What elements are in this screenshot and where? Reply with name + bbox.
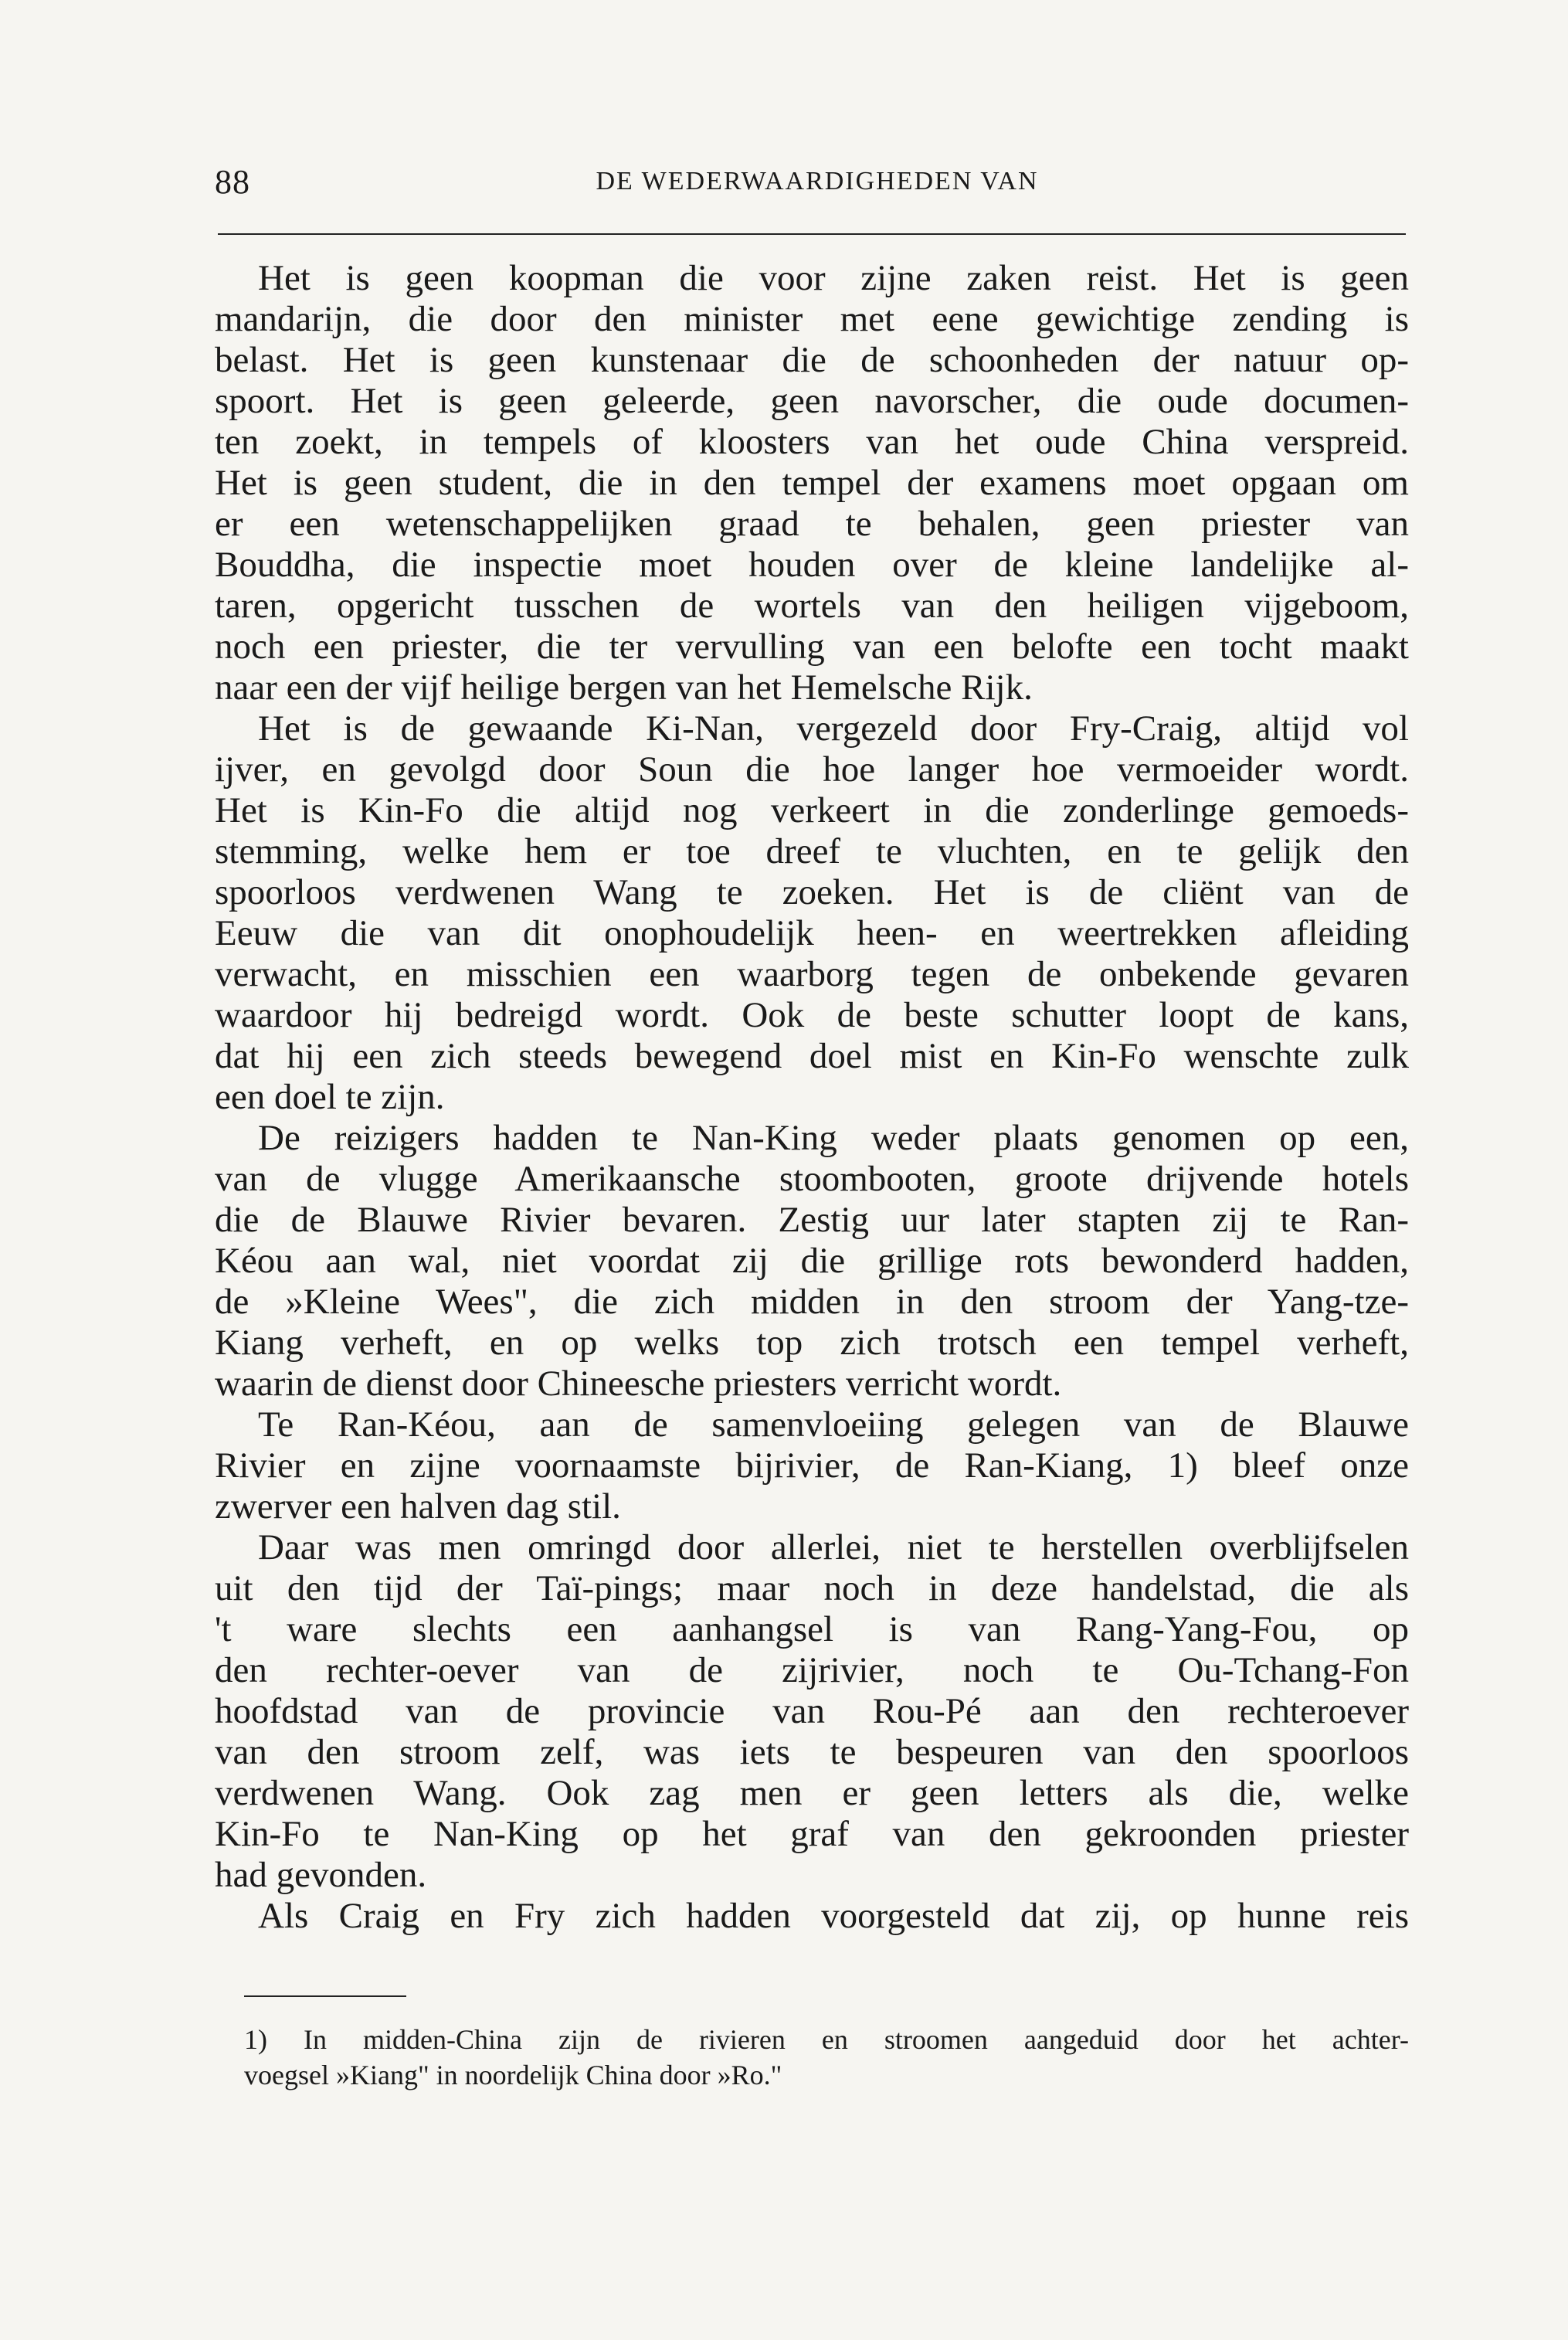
footnote (244, 2022, 1409, 2093)
text-line: Als Craig en Fry zich hadden voorgesteld dat zij, op hunne reis (258, 1896, 1409, 1936)
text-line: hoofdstad van de provincie van Rou-Pé aan den rechteroever (215, 1691, 1409, 1731)
text-line: de »Kleine Wees", die zich midden in den stroom der Yang-tze- (215, 1282, 1409, 1322)
text-line: Kéou aan wal, niet voordat zij die grillige rots bewonderd hadden, (215, 1241, 1409, 1281)
text-line: Rivier en zijne voornaamste bijrivier, de Ran-Kiang, 1) bleef onze (215, 1445, 1409, 1486)
text-line: van de vlugge Amerikaansche stoombooten, groote drijvende hotels (215, 1159, 1409, 1199)
body-text (215, 258, 1409, 1937)
text-line: Kin-Fo te Nan-King op het graf van den gekroonden priester (215, 1814, 1409, 1854)
text-line: belast. Het is geen kunstenaar die de schoonheden der natuur op- (215, 340, 1409, 380)
text-line: Het is geen student, die in den tempel der examens moet opgaan om (215, 463, 1409, 503)
text-line: verwacht, en misschien een waarborg tegen de onbekende gevaren (215, 954, 1409, 994)
text-line: had gevonden. (215, 1855, 427, 1895)
text-line: De reizigers hadden te Nan-King weder plaats genomen op een, (258, 1118, 1409, 1158)
text-line: waarin de dienst door Chineesche priesters verricht wordt. (215, 1364, 1062, 1404)
running-title: DE WEDERWAARDIGHEDEN VAN (596, 167, 1039, 195)
text-line: Eeuw die van dit onophoudelijk heen- en weertrekken afleiding (215, 913, 1409, 953)
text-line: uit den tijd der Taï-pings; maar noch in deze handelstad, die als (215, 1568, 1409, 1608)
text-line: zwerver een halven dag stil. (215, 1486, 621, 1527)
text-line: er een wetenschappelijken graad te behalen, geen priester van (215, 504, 1409, 544)
text-line: een doel te zijn. (215, 1077, 445, 1117)
running-head (215, 162, 1404, 209)
text-line: waardoor hij bedreigd wordt. Ook de beste schutter loopt de kans, (215, 995, 1409, 1035)
text-line: verdwenen Wang. Ook zag men er geen letters als die, welke (215, 1773, 1409, 1813)
text-line: van den stroom zelf, was iets te bespeuren van den spoorloos (215, 1732, 1409, 1772)
text-line: Het is geen koopman die voor zijne zaken reist. Het is geen (258, 258, 1409, 298)
text-line: taren, opgericht tusschen de wortels van den heiligen vijgeboom, (215, 586, 1409, 626)
text-line: die de Blauwe Rivier bevaren. Zestig uur later stapten zij te Ran- (215, 1200, 1409, 1240)
text-line: den rechter-oever van de zijrivier, noch te Ou-Tchang-Fon (215, 1650, 1409, 1690)
text-line: naar een der vijf heilige bergen van het Hemelsche Rijk. (215, 667, 1033, 708)
footnote-rule (244, 1995, 406, 1997)
text-line: mandarijn, die door den minister met eene gewichtige zending is (215, 299, 1409, 339)
text-line: Het is Kin-Fo die altijd nog verkeert in die zonderlinge gemoeds- (215, 790, 1409, 830)
text-line: ijver, en gevolgd door Soun die hoe langer hoe vermoeider wordt. (215, 749, 1409, 790)
footnote-line: voegsel »Kiang" in noordelijk China door »Ro." (244, 2060, 782, 2090)
text-line: spoort. Het is geen geleerde, geen navorscher, die oude documen- (215, 381, 1409, 421)
text-line: stemming, welke hem er toe dreef te vluchten, en te gelijk den (215, 831, 1409, 871)
header-rule (218, 233, 1406, 235)
text-line: dat hij een zich steeds bewegend doel mist en Kin-Fo wenschte zulk (215, 1036, 1409, 1076)
text-line: Kiang verheft, en op welks top zich trotsch een tempel verheft, (215, 1323, 1409, 1363)
text-line: 't ware slechts een aanhangsel is van Rang-Yang-Fou, op (215, 1609, 1409, 1649)
text-line: spoorloos verdwenen Wang te zoeken. Het is de cliënt van de (215, 872, 1409, 912)
text-line: Te Ran-Kéou, aan de samenvloeiing gelegen van de Blauwe (258, 1404, 1409, 1445)
footnote-line: 1) In midden-China zijn de rivieren en stroomen aangeduid door het achter- (244, 2024, 1409, 2055)
text-line: Bouddha, die inspectie moet houden over de kleine landelijke al- (215, 545, 1409, 585)
page-number: 88 (215, 163, 250, 201)
text-line: Het is de gewaande Ki-Nan, vergezeld door Fry-Craig, altijd vol (258, 708, 1409, 749)
text-line: ten zoekt, in tempels of kloosters van het oude China verspreid. (215, 422, 1409, 462)
text-line: Daar was men omringd door allerlei, niet te herstellen overblijfselen (258, 1527, 1409, 1567)
text-line: noch een priester, die ter vervulling van een belofte een tocht maakt (215, 627, 1409, 667)
